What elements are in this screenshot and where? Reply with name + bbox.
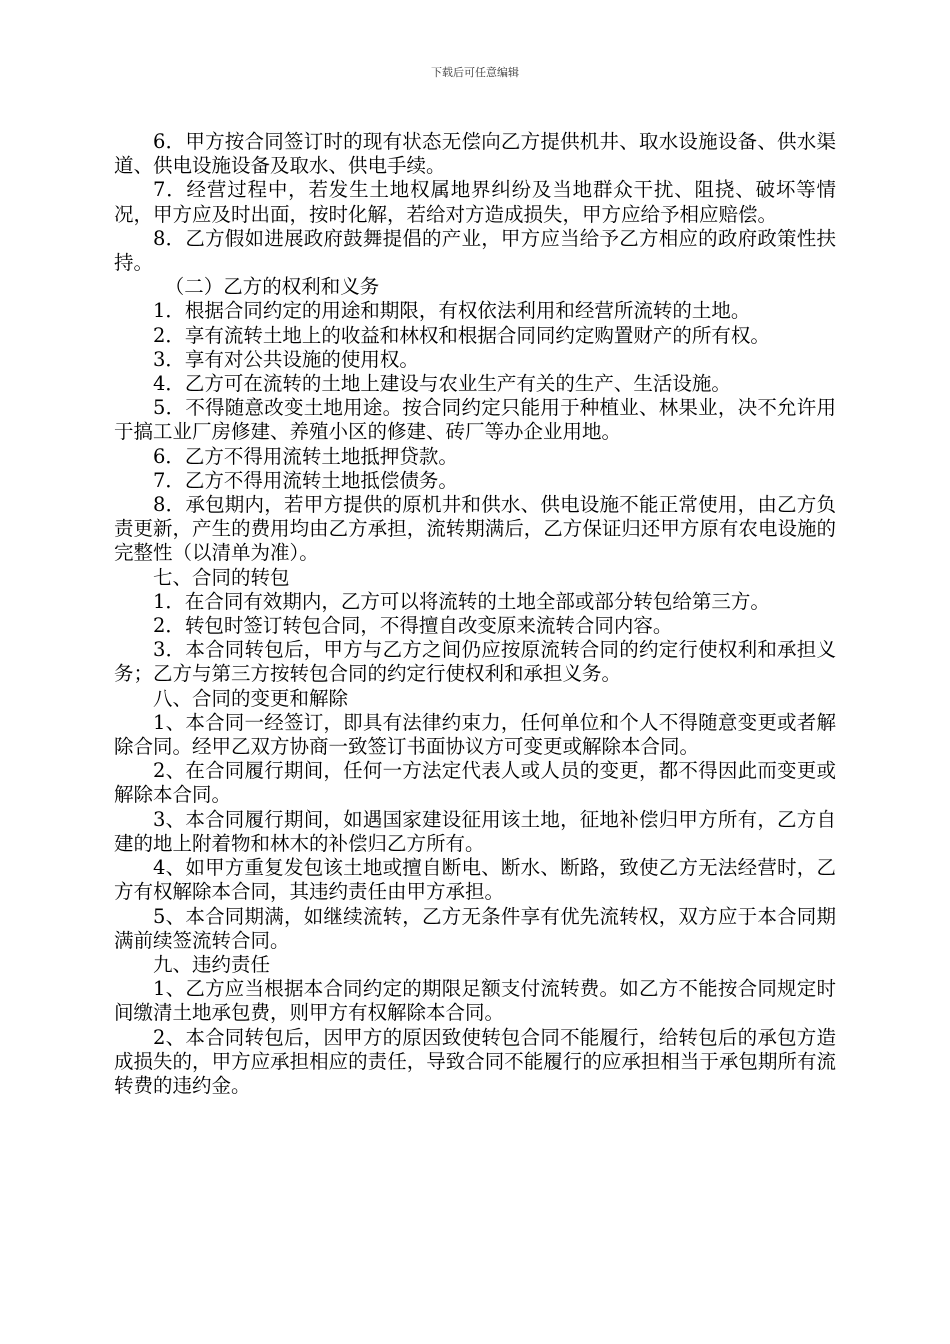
paragraph: 3、本合同履行期间，如遇国家建设征用该土地，征地补偿归甲方所有，乙方自建的地上附着物和林木的补偿归乙方所有。 [114,807,836,855]
section-heading: 八、合同的变更和解除 [153,686,349,710]
paragraph: 1．根据合同约定的用途和期限，有权依法利用和经营所流转的土地。 [153,299,751,323]
paragraph: 6．乙方不得用流转土地抵押贷款。 [153,444,458,468]
page-header: 下载后可任意编辑 [431,66,519,79]
section-heading: 九、违约责任 [153,952,271,976]
paragraph: 2．享有流转土地上的收益和林权和根据合同同约定购置财产的所有权。 [153,323,770,347]
section-heading: 七、合同的转包 [153,565,290,589]
section-heading: （二）乙方的权利和义务 [164,275,380,299]
paragraph: 2、本合同转包后，因甲方的原因致使转包合同不能履行，给转包后的承包方造成损失的，甲方应承担相应的责任，导致合同不能履行的应承担相当于承包期所有流转费的违约金。 [114,1025,836,1097]
paragraph: 1、本合同一经签订，即具有法律约束力，任何单位和个人不得随意变更或者解除合同。经甲乙双方协商一致签订书面协议方可变更或解除本合同。 [114,710,836,759]
paragraph: 3．本合同转包后，甲方与乙方之间仍应按原流转合同的约定行使权利和承担义务；乙方与第三方按转包合同的约定行使权利和承担义务。 [114,638,836,686]
paragraph: 6．甲方按合同签订时的现有状态无偿向乙方提供机井、取水设施设备、供水渠道、供电设施设备及取水、供电手续。 [114,130,836,178]
paragraph: 4、如甲方重复发包该土地或擅自断电、断水、断路，致使乙方无法经营时，乙方有权解除本合同，其违约责任由甲方承担。 [114,856,836,904]
paragraph: 5、本合同期满，如继续流转，乙方无条件享有优先流转权，双方应于本合同期满前续签流转合同。 [114,904,836,952]
paragraph: 7．乙方不得用流转土地抵偿债务。 [153,468,458,492]
paragraph: 5．不得随意改变土地用途。按合同约定只能用于种植业、林果业，决不允许用于搞工业厂房修建、养殖小区的修建、砖厂等办企业用地。 [114,396,836,444]
paragraph: 3．享有对公共设施的使用权。 [153,347,419,371]
paragraph: 1．在合同有效期内，乙方可以将流转的土地全部或部分转包给第三方。 [153,589,770,613]
paragraph: 8．承包期内，若甲方提供的原机井和供水、供电设施不能正常使用，由乙方负责更新，产生的费用均由乙方承担，流转期满后，乙方保证归还甲方原有农电设施的完整性（以清单为准）。 [114,493,836,565]
paragraph: 7．经营过程中，若发生土地权属地界纠纷及当地群众干扰、阻挠、破坏等情况，甲方应及时出面，按时化解，若给对方造成损失，甲方应给予相应赔偿。 [114,178,836,226]
paragraph: 1、乙方应当根据本合同约定的期限足额支付流转费。如乙方不能按合同规定时间缴清土地承包费，则甲方有权解除本合同。 [114,977,836,1025]
paragraph: 2、在合同履行期间，任何一方法定代表人或人员的变更，都不得因此而变更或解除本合同。 [114,759,836,807]
document-body [114,130,836,1098]
paragraph: 2．转包时签订转包合同，不得擅自改变原来流转合同内容。 [153,614,673,638]
paragraph: 4．乙方可在流转的土地上建设与农业生产有关的生产、生活设施。 [153,372,731,396]
paragraph: 8．乙方假如进展政府鼓舞提倡的产业，甲方应当给予乙方相应的政府政策性扶持。 [114,226,836,275]
